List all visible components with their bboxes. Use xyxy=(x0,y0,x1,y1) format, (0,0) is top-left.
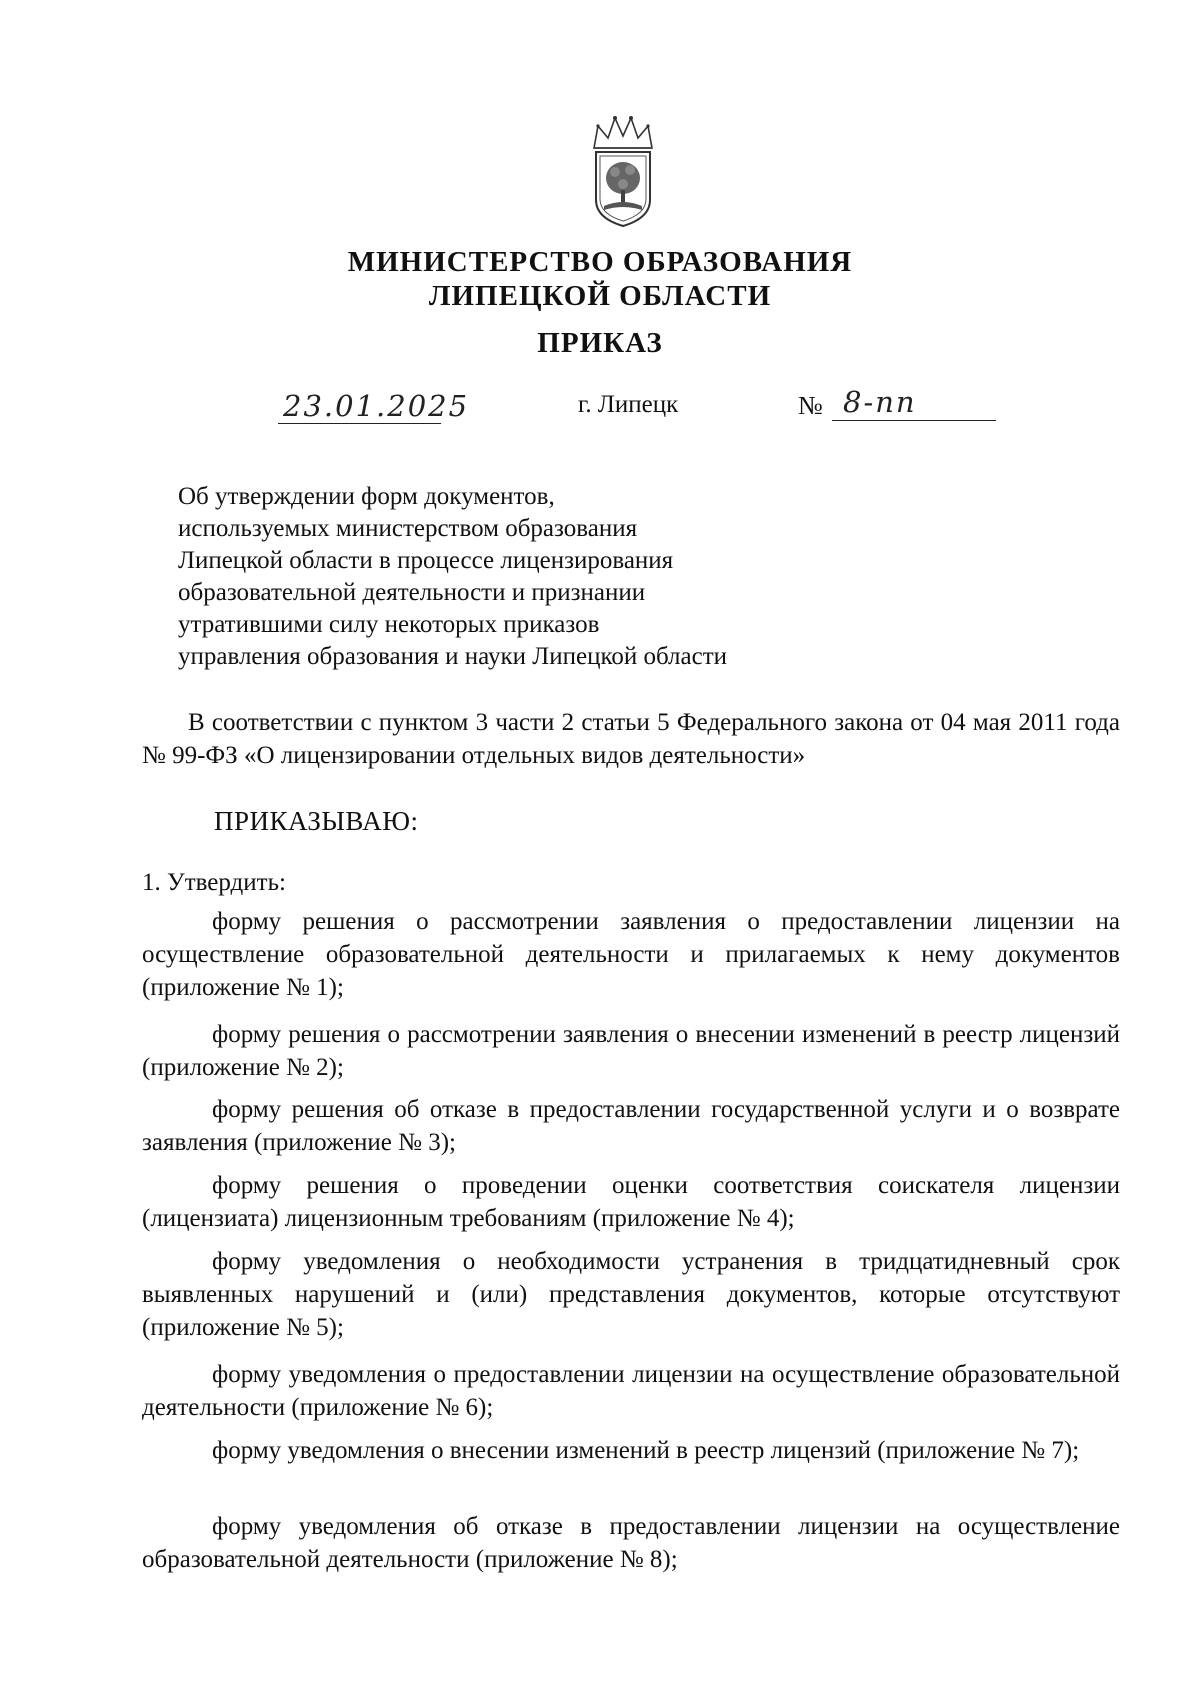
subject-line: используемых министерством образования xyxy=(178,515,638,542)
subject-line: Липецкой области в процессе лицензирования xyxy=(178,547,674,574)
handwritten-date: 23.01.2025 xyxy=(283,389,470,423)
number-sign: № xyxy=(798,391,823,420)
subject-line: утратившими силу некоторых приказов xyxy=(178,611,600,638)
document-type-title: ПРИКАЗ xyxy=(537,327,663,359)
form-item: форму уведомления о предоставлении лицензии на осуществление образовательной деятельности (приложение № 6); xyxy=(142,1361,1120,1421)
subject-line: образовательной деятельности и признании xyxy=(178,579,646,606)
date-underline xyxy=(278,423,441,424)
city-label: г. Липецк xyxy=(578,391,679,418)
form-item: форму решения об отказе в предоставлении государственной услуги и о возврате заявления (приложение № 3); xyxy=(142,1096,1120,1156)
ministry-name-line2: ЛИПЕЦКОЙ ОБЛАСТИ xyxy=(428,280,772,312)
preamble-paragraph: В соответствии с пунктом 3 части 2 статьи 5 Федерального закона от 04 мая 2011 года № 99-ФЗ «О лицензировании отдельных видов деятельности» xyxy=(142,709,1120,769)
coat-of-arms-icon xyxy=(588,112,658,232)
form-item: форму решения о рассмотрении заявления о внесении изменений в реестр лицензий (приложение № 2); xyxy=(142,1021,1120,1081)
form-item: форму уведомления об отказе в предоставлении лицензии на осуществление образовательной деятельности (приложение № 8); xyxy=(142,1513,1120,1573)
number-underline xyxy=(832,420,996,421)
ministry-name-line1: МИНИСТЕРСТВО ОБРАЗОВАНИЯ xyxy=(347,246,853,278)
form-item: форму уведомления о необходимости устранения в тридцатидневный срок выявленных нарушений и (или) представления документов, которые отсутствуют (приложение № 5); xyxy=(142,1248,1120,1341)
order-word: ПРИКАЗЫВАЮ: xyxy=(214,806,419,836)
subject-line: Об утверждении форм документов, xyxy=(178,483,555,510)
subject-line: управления образования и науки Липецкой области xyxy=(178,643,728,670)
item-1-title: 1. Утвердить: xyxy=(142,869,286,896)
handwritten-order-number: 8-пп xyxy=(843,385,917,419)
form-item: форму уведомления о внесении изменений в реестр лицензий (приложение № 7); xyxy=(212,1437,1080,1464)
form-item: форму решения о проведении оценки соответствия соискателя лицензии (лицензиата) лицензионным требованиям (приложение № 4); xyxy=(142,1172,1120,1232)
order-subject xyxy=(178,481,727,673)
form-item: форму решения о рассмотрении заявления о предоставлении лицензии на осуществление образовательной деятельности и прилагаемых к нему документов (приложение № 1); xyxy=(142,908,1120,1001)
